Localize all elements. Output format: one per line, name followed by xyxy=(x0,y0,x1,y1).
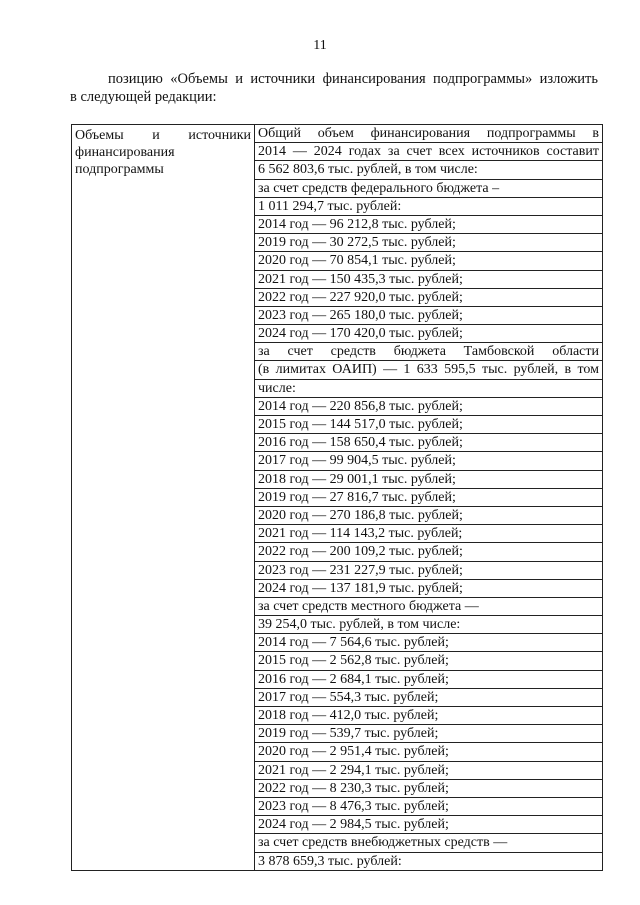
content-line: за счет средств внебюджетных средств — xyxy=(255,834,602,852)
content-line: 2020 год — 2 951,4 тыс. рублей; xyxy=(255,743,602,761)
label-line-2: финансирования xyxy=(75,145,175,161)
label-line-1: Объемы и источники xyxy=(75,128,251,143)
content-line: 2020 год — 270 186,8 тыс. рублей; xyxy=(255,507,602,525)
content-line: (в лимитах ОАИП) — 1 633 595,5 тыс. рублей, в том xyxy=(255,361,602,379)
content-line: числе: xyxy=(255,380,602,398)
content-line: 2019 год — 30 272,5 тыс. рублей; xyxy=(255,234,602,252)
content-rows xyxy=(255,125,602,870)
content-line: 2014 — 2024 годах за счет всех источников составит xyxy=(255,143,602,161)
intro-line-1: позицию «Объемы и источники финансирования подпрограммы» изложить xyxy=(108,71,598,87)
content-line: 2024 год — 2 984,5 тыс. рублей; xyxy=(255,816,602,834)
label-cell xyxy=(72,125,255,871)
content-line: за счет средств местного бюджета — xyxy=(255,598,602,616)
label-line-3: подпрограммы xyxy=(75,162,164,178)
content-line: 6 562 803,6 тыс. рублей, в том числе: xyxy=(255,161,602,179)
content-line: 1 011 294,7 тыс. рублей: xyxy=(255,198,602,216)
content-line: 2014 год — 220 856,8 тыс. рублей; xyxy=(255,398,602,416)
content-line: 2018 год — 29 001,1 тыс. рублей; xyxy=(255,471,602,489)
financing-table xyxy=(71,124,603,871)
content-line: за счет средств федерального бюджета – xyxy=(255,180,602,198)
content-line: 39 254,0 тыс. рублей, в том числе: xyxy=(255,616,602,634)
content-line: 2023 год — 231 227,9 тыс. рублей; xyxy=(255,562,602,580)
content-line: 2016 год — 158 650,4 тыс. рублей; xyxy=(255,434,602,452)
content-line: 2020 год — 70 854,1 тыс. рублей; xyxy=(255,252,602,270)
intro-paragraph xyxy=(70,70,598,106)
content-line: 2021 год — 2 294,1 тыс. рублей; xyxy=(255,762,602,780)
content-line: 2023 год — 8 476,3 тыс. рублей; xyxy=(255,798,602,816)
content-line: 2022 год — 227 920,0 тыс. рублей; xyxy=(255,289,602,307)
content-line: Общий объем финансирования подпрограммы в xyxy=(255,125,602,143)
content-line: 2021 год — 114 143,2 тыс. рублей; xyxy=(255,525,602,543)
content-line: 2017 год — 99 904,5 тыс. рублей; xyxy=(255,452,602,470)
financing-table-row xyxy=(72,125,603,871)
content-line: 2022 год — 8 230,3 тыс. рублей; xyxy=(255,780,602,798)
content-line: 2019 год — 27 816,7 тыс. рублей; xyxy=(255,489,602,507)
content-line: 2024 год — 137 181,9 тыс. рублей; xyxy=(255,580,602,598)
content-line: 2017 год — 554,3 тыс. рублей; xyxy=(255,689,602,707)
content-line: 2015 год — 2 562,8 тыс. рублей; xyxy=(255,652,602,670)
intro-line-2: в следующей редакции: xyxy=(70,89,217,105)
content-line: 2018 год — 412,0 тыс. рублей; xyxy=(255,707,602,725)
content-line: 2015 год — 144 517,0 тыс. рублей; xyxy=(255,416,602,434)
content-line: 2014 год — 7 564,6 тыс. рублей; xyxy=(255,634,602,652)
content-line: 3 878 659,3 тыс. рублей: xyxy=(258,853,402,869)
content-line: 2022 год — 200 109,2 тыс. рублей; xyxy=(255,543,602,561)
content-line: 2014 год — 96 212,8 тыс. рублей; xyxy=(255,216,602,234)
content-line: 2024 год — 170 420,0 тыс. рублей; xyxy=(255,325,602,343)
page-number: 11 xyxy=(313,38,327,53)
content-line: 2016 год — 2 684,1 тыс. рублей; xyxy=(255,671,602,689)
content-line: 2023 год — 265 180,0 тыс. рублей; xyxy=(255,307,602,325)
content-cell xyxy=(255,125,603,871)
content-line: 2021 год — 150 435,3 тыс. рублей; xyxy=(255,271,602,289)
content-line: за счет средств бюджета Тамбовской области xyxy=(255,343,602,361)
content-line: 2019 год — 539,7 тыс. рублей; xyxy=(255,725,602,743)
